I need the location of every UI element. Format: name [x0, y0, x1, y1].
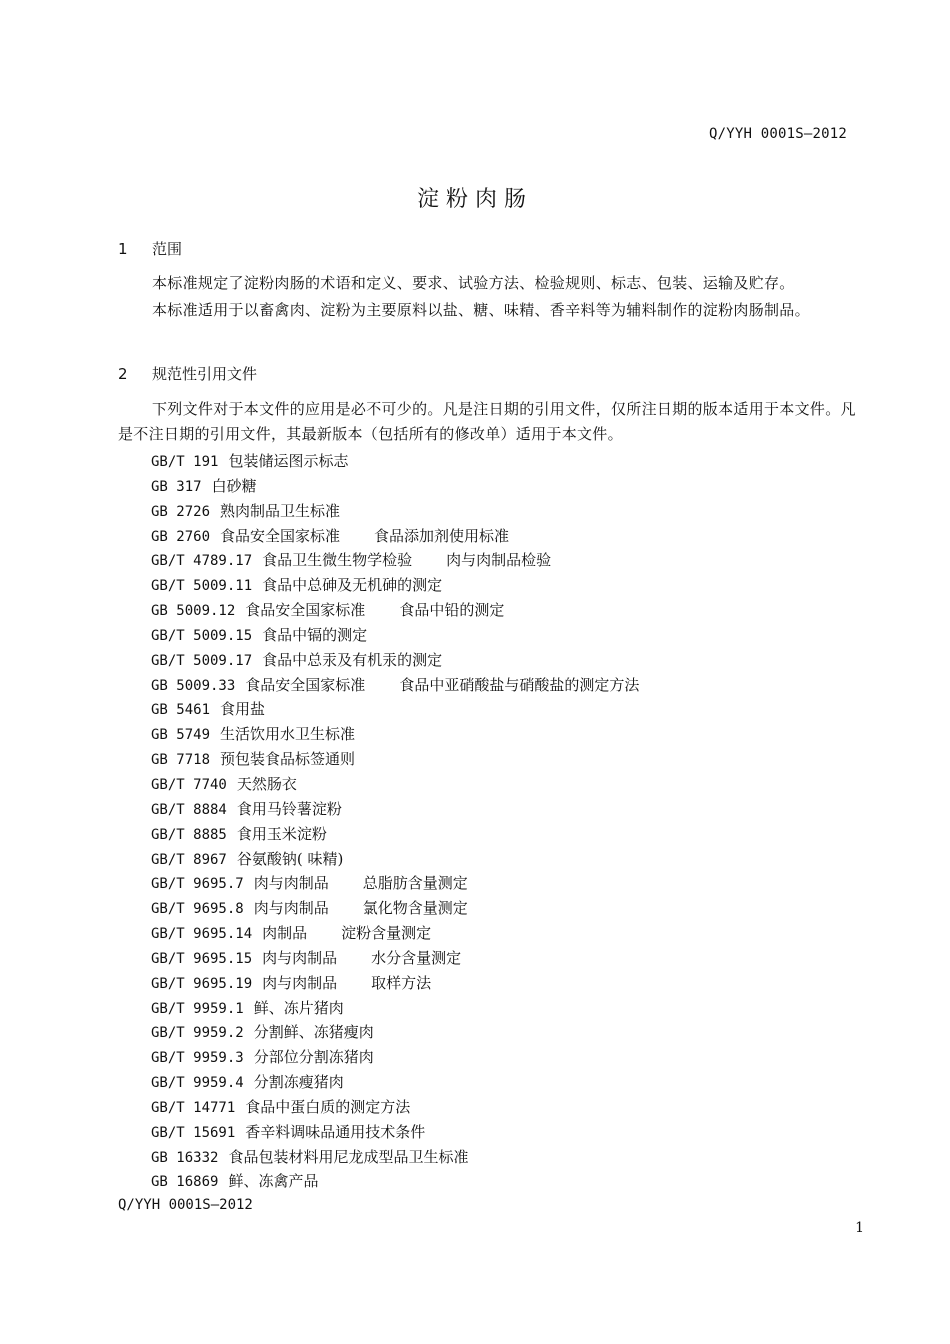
- reference-item: [151, 573, 639, 598]
- references-intro-paragraph: 下列文件对于本文件的应用是必不可少的。凡是注日期的引用文件，仅所注日期的版本适用于本文件。凡是不注日期的引用文件，其最新版本（包括所有的修改单）适用于本文件。: [118, 400, 856, 443]
- reference-code: GB/T 8885: [151, 826, 227, 843]
- reference-code: GB/T 5009.17: [151, 652, 253, 669]
- section-number: 1: [118, 240, 128, 258]
- reference-title: 包装储运图示标志: [228, 452, 349, 470]
- reference-code: GB/T 7740: [151, 776, 227, 793]
- reference-item: [151, 772, 639, 797]
- reference-item: [151, 697, 639, 722]
- reference-code: GB/T 15691: [151, 1124, 236, 1141]
- reference-subtitle: 淀粉含量测定: [341, 924, 432, 943]
- reference-code: GB 317: [151, 478, 202, 495]
- reference-item: [151, 921, 639, 946]
- reference-subtitle: 食品添加剂使用标准: [374, 526, 510, 545]
- reference-code: GB 5749: [151, 727, 211, 744]
- reference-code: GB 16869: [151, 1174, 219, 1191]
- reference-item: [151, 1095, 639, 1120]
- reference-code: GB 5009.12: [151, 603, 236, 620]
- reference-title: 肉与肉制品: [262, 973, 338, 992]
- reference-item: [151, 1120, 639, 1145]
- reference-item: [151, 747, 639, 772]
- reference-title: 食品中蛋白质的测定方法: [245, 1097, 411, 1116]
- reference-code: GB/T 8967: [151, 851, 227, 868]
- reference-title: 食品安全国家标准: [245, 675, 366, 694]
- document-title: 淀粉肉肠: [416, 187, 533, 212]
- reference-item: [151, 1045, 639, 1070]
- reference-title: 肉与肉制品: [262, 948, 338, 967]
- reference-subtitle: 肉与肉制品检验: [446, 551, 552, 570]
- reference-item: [151, 499, 639, 524]
- reference-code: GB/T 9695.14: [151, 926, 253, 943]
- reference-code: GB 7718: [151, 752, 211, 769]
- reference-code: GB/T 9959.2: [151, 1025, 244, 1042]
- reference-title: 食品中总汞及有机汞的测定: [262, 650, 443, 669]
- scope-paragraph-1: 本标准规定了淀粉肉肠的术语和定义、要求、试验方法、检验规则、标志、包装、运输及贮存。: [152, 274, 795, 292]
- reference-item: [151, 971, 639, 996]
- reference-item: [151, 524, 639, 549]
- reference-title: 食用玉米淀粉: [236, 824, 327, 843]
- reference-title: 分割冻瘦猪肉: [253, 1073, 344, 1092]
- section-heading-references: [118, 363, 257, 384]
- reference-title: 生活饮用水卫生标准: [220, 725, 356, 744]
- reference-title: 食品中镉的测定: [262, 625, 368, 644]
- reference-title: 谷氨酸钠( 味精): [236, 849, 344, 868]
- reference-title: 食品卫生微生物学检验: [262, 551, 413, 570]
- reference-item: [151, 1169, 639, 1194]
- reference-code: GB/T 191: [151, 454, 219, 470]
- reference-subtitle: 氯化物含量测定: [362, 899, 468, 918]
- section-title: 范围: [152, 240, 183, 258]
- reference-code: GB/T 9695.19: [151, 975, 253, 992]
- reference-title: 食用盐: [220, 700, 266, 719]
- section-heading-scope: [118, 238, 182, 259]
- section-title: 规范性引用文件: [152, 365, 258, 383]
- reference-subtitle: 水分含量测定: [371, 948, 462, 967]
- reference-title: 鲜、冻禽产品: [228, 1172, 319, 1191]
- reference-title: 食品包装材料用尼龙成型品卫生标准: [228, 1147, 469, 1166]
- reference-code: GB/T 5009.15: [151, 627, 253, 644]
- reference-item: [151, 722, 639, 747]
- reference-list: [151, 449, 639, 1194]
- reference-item: [151, 871, 639, 896]
- reference-code: GB/T 8884: [151, 801, 227, 818]
- reference-code: GB 5009.33: [151, 677, 236, 694]
- reference-code: GB/T 9695.7: [151, 876, 244, 893]
- reference-title: 预包装食品标签通则: [220, 750, 356, 769]
- standard-code-header: Q/YYH 0001S—2012: [708, 126, 847, 142]
- reference-code: GB/T 9959.4: [151, 1075, 244, 1092]
- reference-code: GB/T 9695.15: [151, 950, 253, 967]
- reference-item: [151, 896, 639, 921]
- reference-subtitle: 食品中铅的测定: [399, 601, 505, 620]
- page-number: 1: [855, 1220, 864, 1236]
- reference-code: GB/T 14771: [151, 1099, 236, 1116]
- reference-title: 分割鲜、冻猪瘦肉: [253, 1023, 374, 1042]
- reference-title: 肉制品: [262, 924, 308, 943]
- reference-title: 香辛料调味品通用技术条件: [245, 1122, 426, 1141]
- reference-title: 食品安全国家标准: [245, 601, 366, 620]
- reference-item: [151, 623, 639, 648]
- reference-item: [151, 673, 639, 698]
- reference-code: GB 2726: [151, 503, 211, 520]
- reference-code: GB/T 9959.3: [151, 1050, 244, 1067]
- reference-item: [151, 1070, 639, 1095]
- reference-code: GB/T 5009.11: [151, 578, 253, 595]
- reference-title: 肉与肉制品: [253, 899, 329, 918]
- reference-item: [151, 1145, 639, 1170]
- reference-title: 肉与肉制品: [253, 874, 329, 893]
- reference-code: GB/T 9959.1: [151, 1000, 244, 1017]
- reference-item: [151, 474, 639, 499]
- reference-subtitle: 总脂肪含量测定: [362, 874, 468, 893]
- reference-code: GB 2760: [151, 528, 211, 545]
- reference-item: [151, 598, 639, 623]
- reference-item: [151, 648, 639, 673]
- reference-item: [151, 797, 639, 822]
- reference-title: 食品安全国家标准: [220, 526, 341, 545]
- reference-title: 白砂糖: [211, 476, 257, 495]
- reference-title: 天然肠衣: [236, 774, 297, 793]
- reference-title: 食品中总砷及无机砷的测定: [262, 576, 443, 595]
- reference-title: 熟肉制品卫生标准: [220, 501, 341, 520]
- reference-title: 鲜、冻片猪肉: [253, 998, 344, 1017]
- scope-paragraph-2: 本标准适用于以畜禽肉、淀粉为主要原料以盐、糖、味精、香辛料等为辅料制作的淀粉肉肠制品。: [152, 301, 810, 319]
- reference-item: [151, 548, 639, 573]
- reference-item: [151, 946, 639, 971]
- section-number: 2: [118, 365, 128, 383]
- reference-title: 食用马铃薯淀粉: [236, 799, 342, 818]
- reference-item: [151, 449, 639, 474]
- reference-code: GB/T 4789.17: [151, 553, 253, 570]
- reference-code: GB 5461: [151, 702, 211, 719]
- reference-code: GB/T 9695.8: [151, 901, 244, 918]
- reference-subtitle: 取样方法: [371, 973, 432, 992]
- reference-code: GB 16332: [151, 1149, 219, 1166]
- reference-item: [151, 996, 639, 1021]
- reference-subtitle: 食品中亚硝酸盐与硝酸盐的测定方法: [399, 675, 640, 694]
- standard-code-footer: Q/YYH 0001S—2012: [118, 1197, 253, 1213]
- reference-item: [151, 1020, 639, 1045]
- reference-item: [151, 822, 639, 847]
- reference-item: [151, 847, 639, 872]
- reference-title: 分部位分割冻猪肉: [253, 1048, 374, 1067]
